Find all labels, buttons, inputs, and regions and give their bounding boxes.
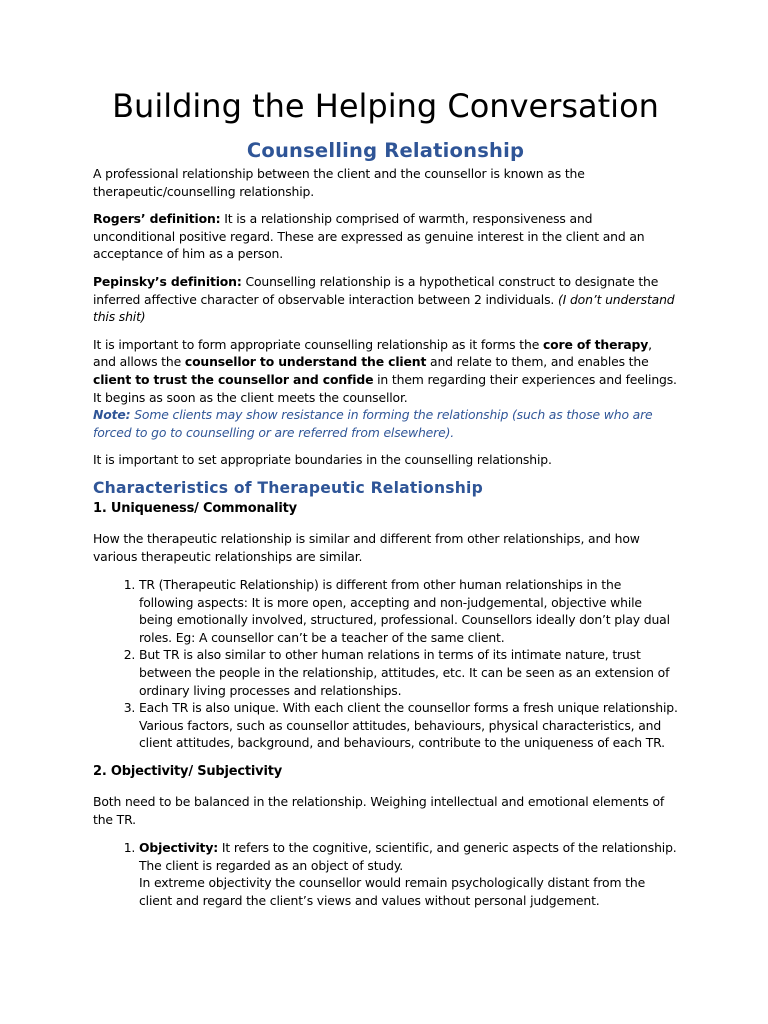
list-item: 3. Each TR is also unique. With each client the counsellor forms a fresh unique relationship. Various factors, such as counsellor attitudes, behaviours, physical characteristics, and client attitudes, background, and behaviours, contribute to the uniqueness of each TR. [139, 699, 678, 752]
boundaries-paragraph: It is important to set appropriate boundaries in the counselling relationship. [93, 452, 552, 468]
pepinsky-label: Pepinsky’s definition: [93, 273, 242, 289]
objectivity-list [93, 839, 678, 909]
document-subtitle: Counselling Relationship [246, 139, 525, 162]
importance-bold-3: client to trust the counsellor and confide [93, 371, 374, 387]
uniqueness-heading: 1. Uniqueness/ Commonality [93, 500, 297, 516]
objectivity-label: Objectivity: [139, 840, 219, 856]
intro-paragraph: A professional relationship between the client and the counsellor is known as the therapeutic/counselling relationship. [93, 166, 585, 199]
list-item [139, 839, 678, 909]
rogers-definition [93, 210, 678, 263]
begins-paragraph: It begins as soon as the client meets the counsellor. [93, 389, 408, 405]
uniqueness-list [93, 576, 678, 752]
objectivity-text: It refers to the cognitive, scientific, and generic aspects of the relationship. The client is regarded as an object of study. [139, 840, 677, 873]
document-body [93, 88, 678, 920]
pepinsky-definition [93, 273, 678, 326]
list-item: 1. TR (Therapeutic Relationship) is different from other human relationships in the following aspects: It is more open, accepting and non-judgemental, objective while being emotionally involved, structured, professional. Counsellors ideally don’t play dual roles. Eg: A counsellor can’t be a teacher of the same client. [139, 576, 678, 646]
importance-text-1: It is important to form appropriate counselling relationship as it forms the [93, 336, 543, 352]
objectivity-intro: Both need to be balanced in the relationship. Weighing intellectual and emotional elements of the TR. [93, 794, 665, 827]
importance-text-3: and relate to them, and enables the [426, 354, 649, 370]
list-item: 2. But TR is also similar to other human relations in terms of its intimate nature, trust between the people in the relationship, attitudes, etc. It can be seen as an extension of ordinary living processes and relationships. [139, 646, 678, 699]
importance-bold-2: counsellor to understand the client [184, 354, 427, 370]
pepinsky-aside: (I don’t understand this shit) [93, 291, 675, 325]
uniqueness-intro: How the therapeutic relationship is similar and different from other relationships, and how various therapeutic relationships are similar. [93, 530, 640, 564]
importance-text-2: , and allows the [93, 336, 652, 370]
section-heading: Characteristics of Therapeutic Relationship [93, 478, 483, 497]
objectivity-text-2: In extreme objectivity the counsellor would remain psychologically distant from the client and regard the client’s views and values without personal judgement. [139, 875, 646, 908]
note-label: Note: [93, 407, 131, 423]
rogers-text: It is a relationship comprised of warmth, responsiveness and unconditional positive regard. These are expressed as genuine interest in the client and an acceptance of him as a person. [93, 211, 645, 262]
importance-text-4: in them regarding their experiences and feelings. [373, 371, 677, 387]
note-text: Some clients may show resistance in forming the relationship (such as those who are forced to go to counselling or are referred from elsewhere). [93, 407, 653, 440]
objectivity-heading: 2. Objectivity/ Subjectivity [93, 764, 283, 780]
rogers-label: Rogers’ definition: [93, 211, 221, 227]
document-title: Building the Helping Conversation [112, 87, 659, 125]
importance-bold-1: core of therapy [542, 336, 649, 352]
importance-paragraph [93, 336, 678, 389]
pepinsky-text: Counselling relationship is a hypothetical construct to designate the inferred affective character of observable interaction between 2 individuals. [93, 273, 659, 307]
note-paragraph [93, 406, 678, 441]
